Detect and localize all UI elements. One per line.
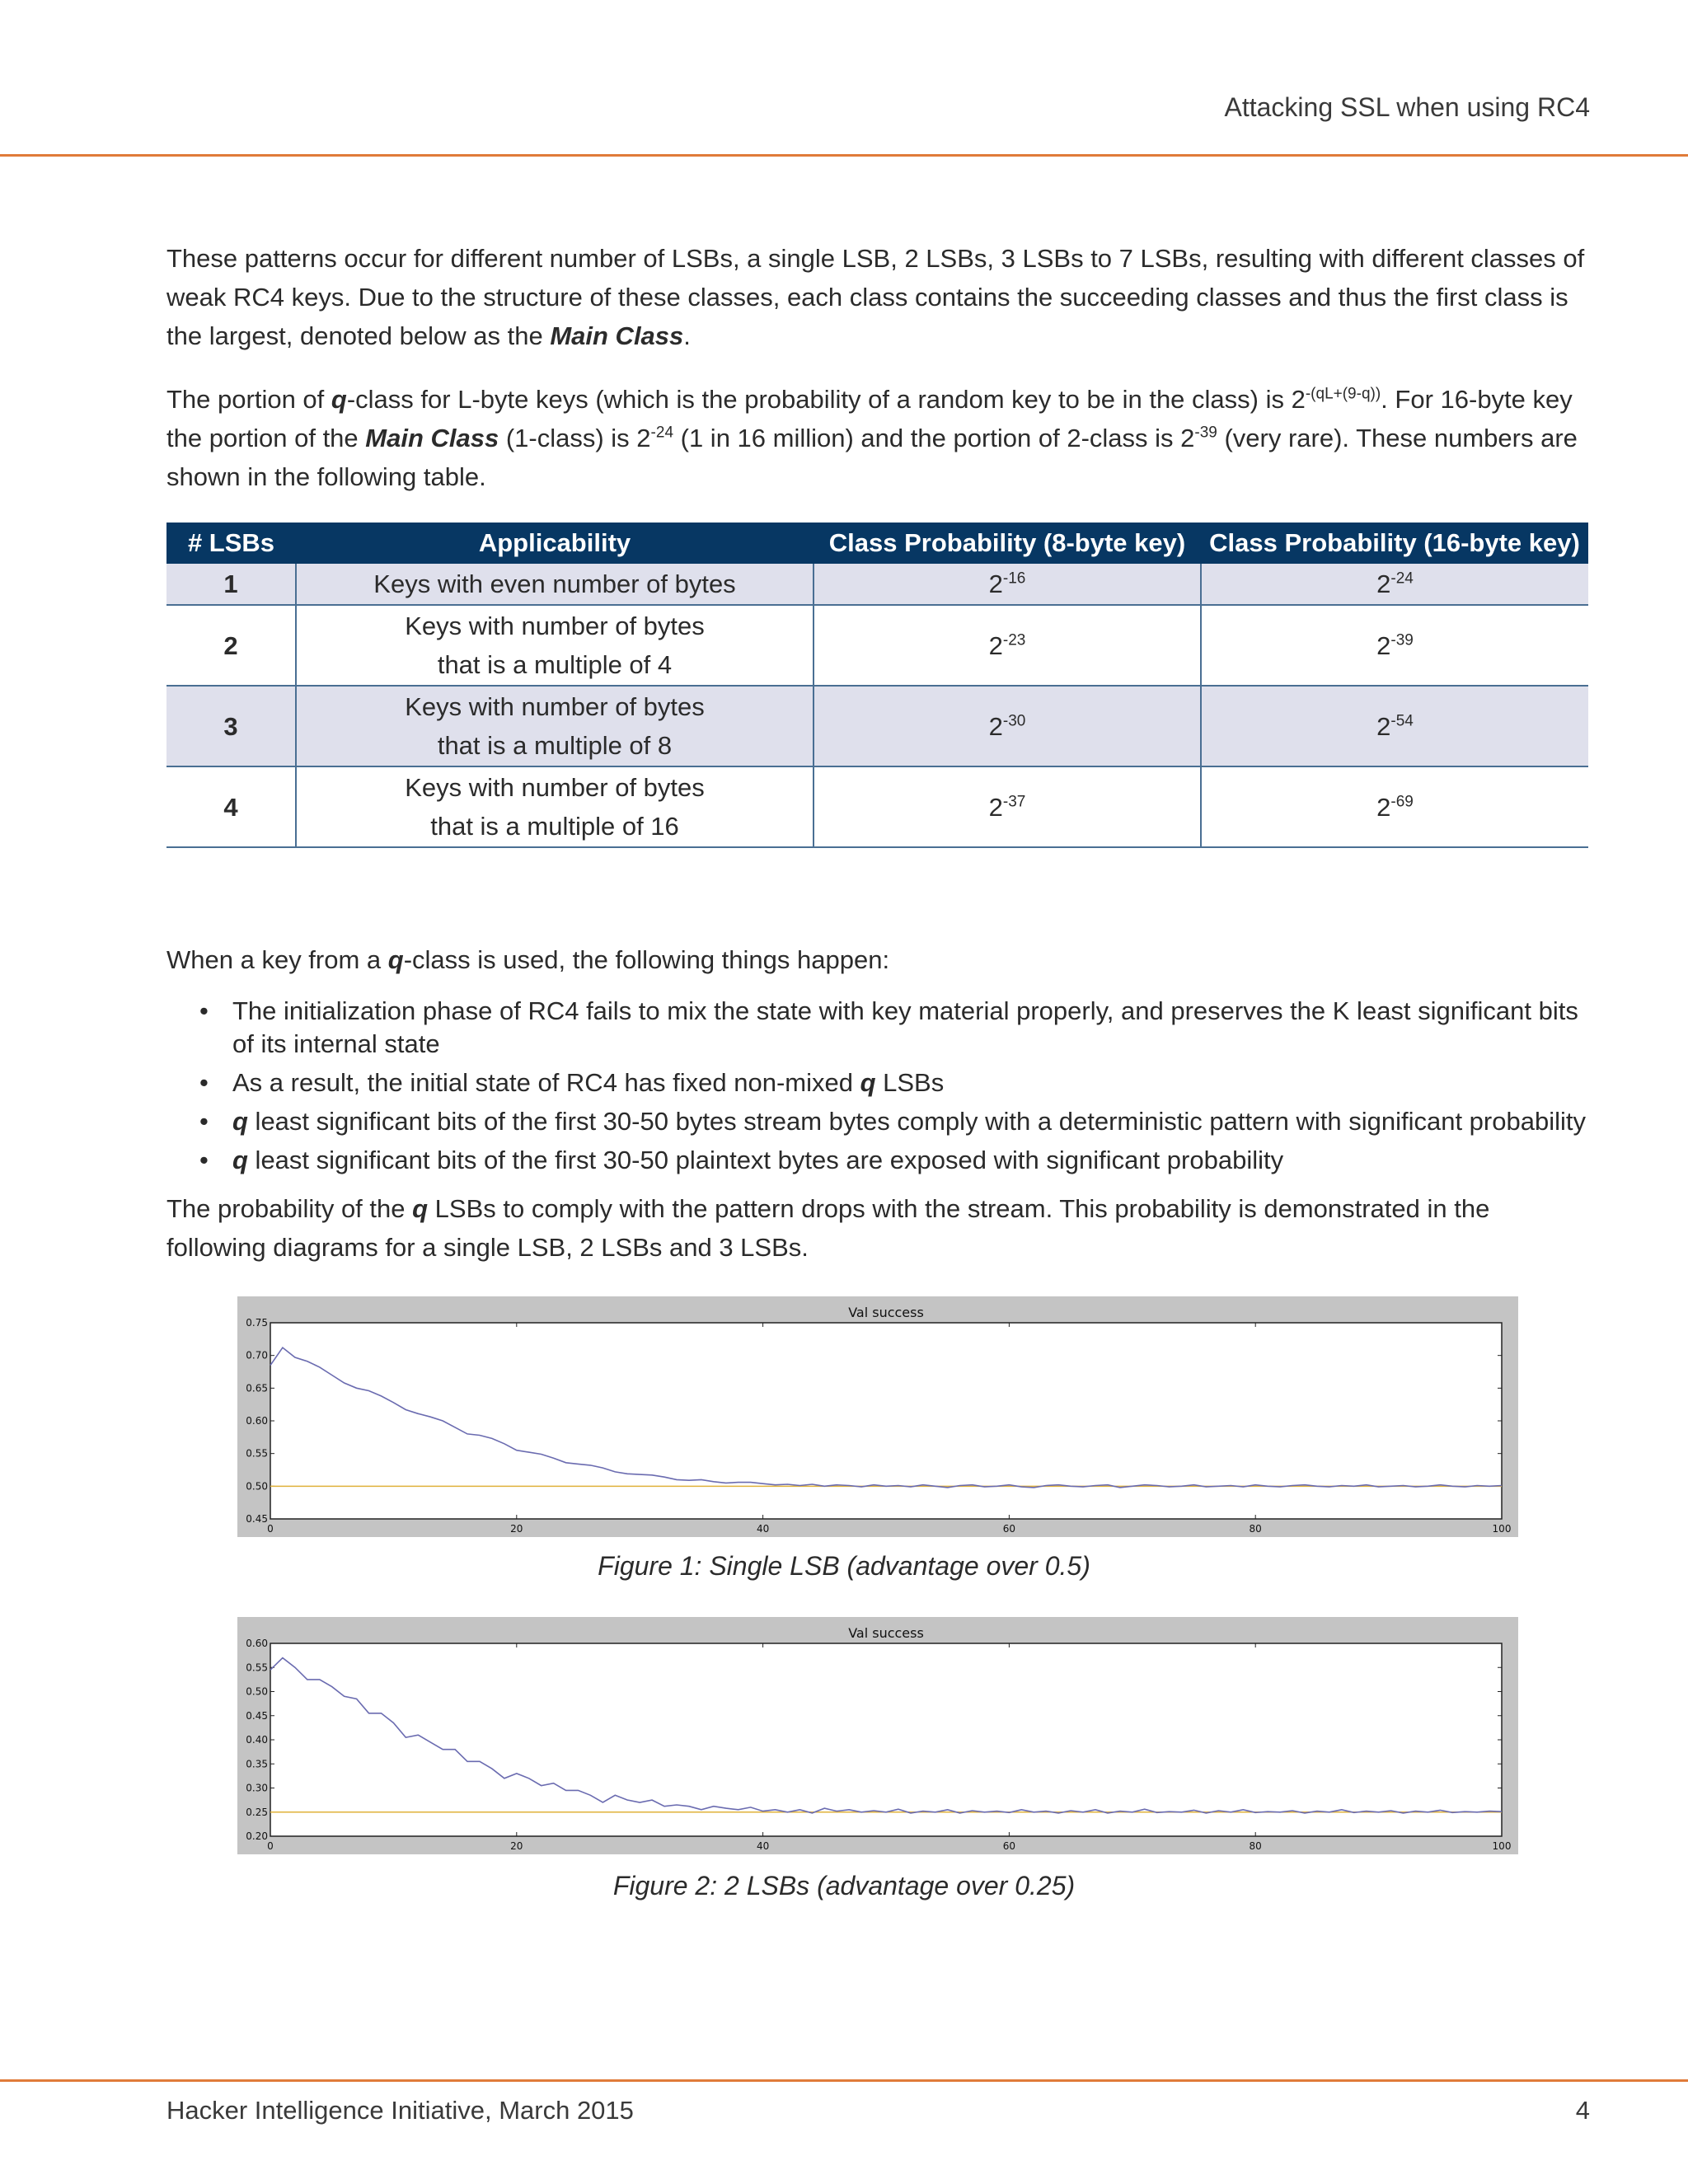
x-tick-label: 20 (510, 1523, 523, 1535)
table-header-row (166, 523, 1588, 564)
figure-1-chart (237, 1296, 1518, 1537)
plot-area (270, 1323, 1502, 1519)
figure-2-caption: Figure 2: 2 LSBs (advantage over 0.25) (612, 1871, 1076, 1900)
cell-prob-16byte (1201, 686, 1588, 766)
exponent: -24 (1390, 569, 1414, 588)
power-base: 2 (1376, 792, 1391, 822)
running-header: Attacking SSL when using RC4 (1224, 92, 1590, 122)
cell-prob-8byte (814, 605, 1201, 686)
text-run: As a result, the initial state of RC4 has fixed non-mixed (232, 1068, 860, 1097)
applicability-line: Keys with even number of bytes (373, 569, 736, 598)
lsb-class-table (166, 523, 1588, 848)
y-tick-label: 0.55 (246, 1447, 268, 1460)
y-tick-label: 0.75 (246, 1317, 268, 1329)
q-symbol: q (331, 385, 347, 414)
text-run: (1 in 16 million) and the portion of 2-class is 2 (673, 424, 1195, 452)
text-run: The portion of (166, 385, 331, 414)
page-number: 4 (1575, 2096, 1590, 2125)
text-run: When a key from a (166, 945, 388, 974)
text-run: -class is used, the following things happen: (403, 945, 890, 974)
y-tick-label: 0.60 (246, 1415, 268, 1427)
consequences-list (166, 995, 1588, 1183)
table-row (166, 605, 1588, 686)
x-tick-label: 100 (1492, 1523, 1512, 1535)
x-tick-label: 60 (1002, 1840, 1016, 1852)
figure-2-chart (237, 1617, 1518, 1854)
y-tick-label: 0.45 (246, 1709, 268, 1722)
x-tick-label: 40 (756, 1523, 770, 1535)
power-base: 2 (988, 569, 1003, 598)
exponent: -23 (1002, 631, 1026, 649)
cell-prob-8byte (814, 766, 1201, 847)
cell-prob-16byte (1201, 564, 1588, 605)
text-run: The initialization phase of RC4 fails to mix the state with key material properly, and preserves the K least significant bits of its internal state (232, 996, 1578, 1058)
y-tick-label: 0.55 (246, 1661, 268, 1674)
cell-applicability (296, 564, 814, 605)
cell-applicability (296, 766, 814, 847)
y-tick-label: 0.35 (246, 1758, 268, 1770)
exponent: -(qL+(9-q)) (1305, 385, 1381, 403)
list-item (166, 995, 1588, 1061)
bullet-icon: • (199, 1107, 209, 1136)
intro-paragraph (166, 239, 1588, 355)
chart-svg (237, 1296, 1518, 1537)
table-row (166, 564, 1588, 605)
x-tick-label: 60 (1002, 1523, 1016, 1535)
cell-applicability (296, 686, 814, 766)
q-symbol: q (860, 1068, 876, 1097)
x-tick-label: 80 (1249, 1523, 1262, 1535)
y-tick-label: 0.20 (246, 1830, 268, 1842)
main-class-term: Main Class (550, 321, 684, 350)
exponent: -39 (1390, 631, 1414, 649)
power-base: 2 (988, 792, 1003, 822)
text-run: (1-class) is 2 (499, 424, 651, 452)
cell-prob-8byte (814, 564, 1201, 605)
footer-text: Hacker Intelligence Initiative, March 2015 (166, 2096, 634, 2125)
probability-paragraph (166, 1189, 1588, 1267)
consequences-lead (166, 940, 1588, 979)
chart-title: Val success (848, 1625, 924, 1641)
cell-lsbs: 3 (166, 686, 296, 766)
bullet-icon: • (199, 1146, 209, 1174)
chart-svg (237, 1617, 1518, 1854)
y-tick-label: 0.25 (246, 1806, 268, 1818)
text-run: LSBs to comply with the pattern drops with the stream. This probability is demonstrated in the following diagrams for a single LSB, 2 LSBs and 3 LSBs. (166, 1194, 1490, 1262)
exponent: -24 (650, 424, 674, 442)
list-item (166, 1066, 1588, 1099)
exponent: -30 (1002, 712, 1026, 730)
table-row (166, 686, 1588, 766)
header-rule (0, 154, 1688, 157)
power-base: 2 (1376, 630, 1391, 660)
y-tick-label: 0.60 (246, 1638, 268, 1649)
y-tick-label: 0.50 (246, 1685, 268, 1698)
q-symbol: q (387, 945, 404, 974)
exponent: -16 (1002, 569, 1026, 588)
list-item (166, 1105, 1588, 1138)
header-prob-16byte: Class Probability (16-byte key) (1201, 523, 1588, 564)
exponent: -54 (1390, 712, 1414, 730)
x-tick-label: 20 (510, 1840, 523, 1852)
x-tick-label: 80 (1249, 1840, 1262, 1852)
applicability-line: that is a multiple of 16 (430, 812, 679, 841)
x-tick-label: 40 (756, 1840, 770, 1852)
text-run: . For 16-byte key the portion of the (166, 385, 1573, 452)
power-base: 2 (1376, 711, 1391, 741)
x-tick-label: 0 (267, 1840, 274, 1852)
applicability-line: Keys with number of bytes (405, 692, 705, 721)
y-tick-label: 0.50 (246, 1480, 268, 1493)
bullet-icon: • (199, 996, 209, 1025)
list-item (166, 1144, 1588, 1177)
figure-1-caption: Figure 1: Single LSB (advantage over 0.5) (598, 1551, 1090, 1581)
applicability-line: that is a multiple of 4 (437, 650, 673, 679)
power-base: 2 (1376, 569, 1391, 598)
cell-lsbs: 2 (166, 605, 296, 686)
intro-end: . (683, 321, 691, 350)
table-row (166, 766, 1588, 847)
applicability-line: that is a multiple of 8 (437, 731, 673, 760)
text-run: The probability of the (166, 1194, 413, 1223)
cell-lsbs: 4 (166, 766, 296, 847)
exponent: -69 (1390, 793, 1414, 811)
bullet-icon: • (199, 1068, 209, 1097)
text-run: (very rare). These numbers are shown in the following table. (166, 424, 1578, 491)
text-run: least significant bits of the first 30-50 bytes stream bytes comply with a deterministic pattern with significant probability (247, 1107, 1586, 1136)
y-tick-label: 0.45 (246, 1513, 268, 1525)
text-run: -class for L-byte keys (which is the probability of a random key to be in the class) is 2 (346, 385, 1306, 414)
header-prob-8byte: Class Probability (8-byte key) (814, 523, 1201, 564)
exponent: -37 (1002, 793, 1026, 811)
x-tick-label: 100 (1492, 1840, 1512, 1852)
cell-lsbs: 1 (166, 564, 296, 605)
x-tick-label: 0 (267, 1523, 274, 1535)
plot-area (270, 1643, 1502, 1836)
power-base: 2 (988, 630, 1003, 660)
applicability-line: Keys with number of bytes (405, 612, 705, 640)
q-symbol: q (412, 1194, 429, 1223)
y-tick-label: 0.40 (246, 1734, 268, 1746)
q-symbol: q (232, 1107, 248, 1136)
text-run: LSBs (875, 1068, 945, 1097)
header-lsbs: # LSBs (166, 523, 296, 564)
main-class-term: Main Class (365, 424, 499, 452)
cell-applicability (296, 605, 814, 686)
cell-prob-8byte (814, 686, 1201, 766)
footer-rule (0, 2079, 1688, 2082)
cell-prob-16byte (1201, 766, 1588, 847)
power-base: 2 (988, 711, 1003, 741)
header-applicability: Applicability (296, 523, 814, 564)
cell-prob-16byte (1201, 605, 1588, 686)
q-symbol: q (232, 1146, 248, 1174)
text-run: least significant bits of the first 30-50 plaintext bytes are exposed with significant probability (247, 1146, 1284, 1174)
y-tick-label: 0.70 (246, 1349, 268, 1361)
y-tick-label: 0.65 (246, 1382, 268, 1394)
y-tick-label: 0.30 (246, 1782, 268, 1794)
applicability-line: Keys with number of bytes (405, 773, 705, 802)
exponent: -39 (1194, 424, 1217, 442)
portion-paragraph (166, 380, 1588, 496)
intro-text: These patterns occur for different number of LSBs, a single LSB, 2 LSBs, 3 LSBs to 7 LSBs, resulting with different classes of weak RC4 keys. Due to the structure of these classes, each class contains the succeeding classes and thus the first class is the largest, denoted below as the (166, 244, 1585, 350)
chart-title: Val success (848, 1305, 924, 1320)
